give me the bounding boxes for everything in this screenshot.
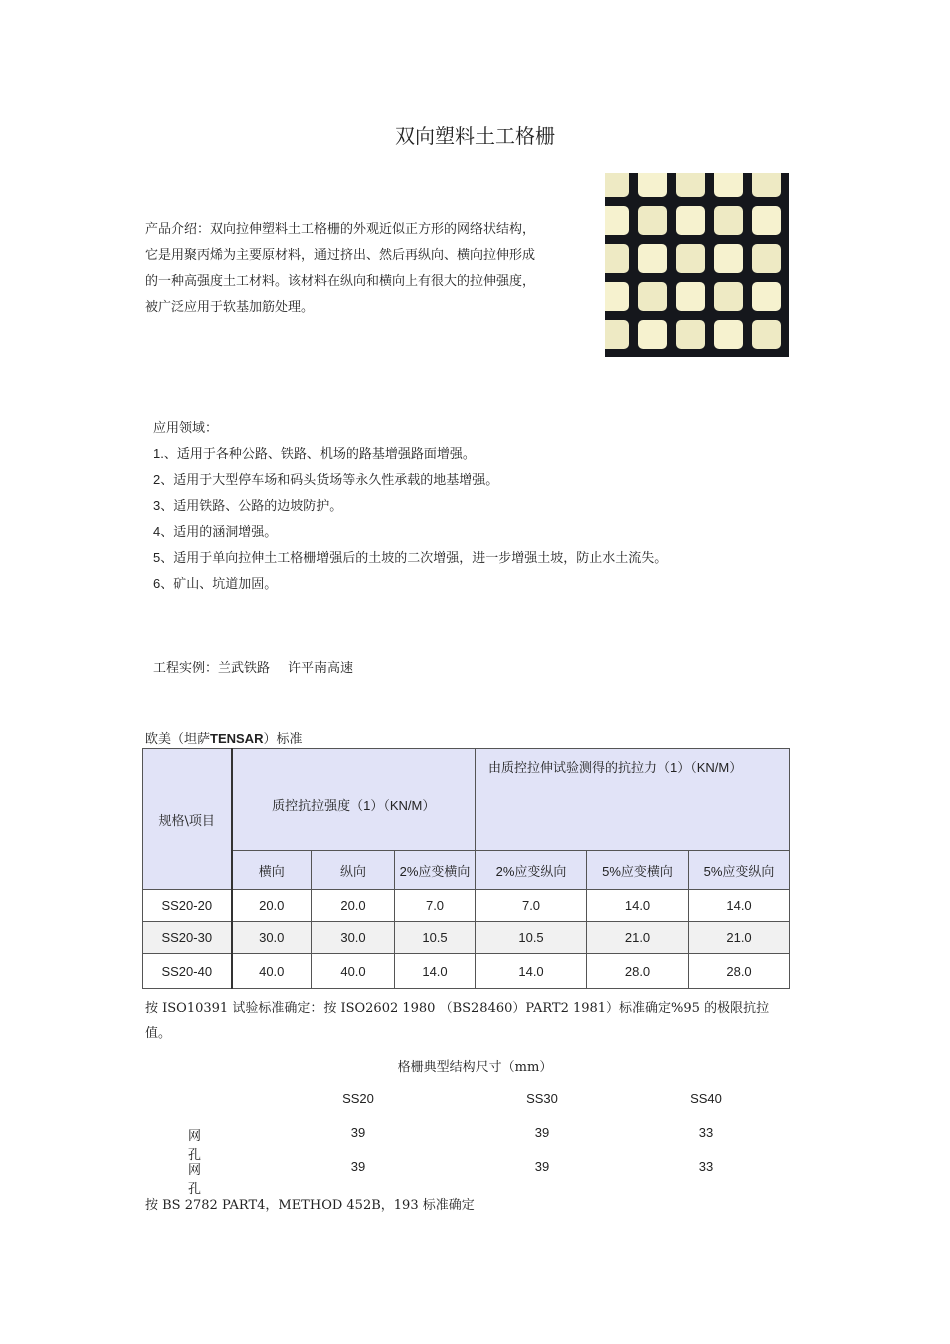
standard-brand: TENSAR — [210, 731, 264, 746]
table-cell: 10.5 — [395, 922, 476, 954]
table-cell: 7.0 — [476, 890, 587, 922]
application-item — [153, 571, 667, 597]
project-item: 兰武铁路 — [218, 661, 271, 676]
table-cell: 7.0 — [395, 890, 476, 922]
bs-standard-note: 按 BS 2782 PART4，METHOD 452B，193 标准确定 — [145, 1198, 475, 1213]
standard-caption — [145, 728, 302, 747]
column-header: 2%应变纵向 — [476, 851, 587, 890]
table-cell: 28.0 — [587, 954, 689, 989]
table-cell: 20.0 — [232, 890, 312, 922]
dims-column-header: SS30 — [526, 1091, 558, 1106]
projects-label: 工程实例： — [153, 661, 219, 676]
group-header-text: 由质控拉伸试验测得的抗拉力（1）（KN/M） — [488, 760, 743, 775]
intro-line: 被广泛应用于软基加筋处理。 — [145, 300, 315, 315]
table-corner-header: 规格\项目 — [143, 749, 232, 890]
table-cell: 14.0 — [476, 954, 587, 989]
spec-table — [142, 748, 790, 989]
table-cell: 28.0 — [689, 954, 790, 989]
item-number: 2 — [153, 472, 161, 487]
table-cell: 40.0 — [232, 954, 312, 989]
application-item — [153, 519, 667, 545]
standard-suffix: ）标准 — [263, 732, 303, 747]
application-item — [153, 467, 667, 493]
table-cell: 40.0 — [312, 954, 395, 989]
table-cell: 30.0 — [232, 922, 312, 954]
column-header: 纵向 — [312, 851, 395, 890]
group-header-text: 质控抗拉强度（1）（KN/M） — [272, 798, 436, 813]
table-row — [143, 954, 790, 989]
project-item: 许平南高速 — [288, 661, 354, 676]
table-cell: 20.0 — [312, 890, 395, 922]
page-title: 双向塑料土工格栅 — [395, 124, 555, 148]
dims-cell: 33 — [698, 1159, 714, 1174]
intro-line: 它是用聚丙烯为主要原材料，通过挤出、然后再纵向、横向拉伸形成 — [145, 248, 536, 263]
dims-row-label: 网孔 — [188, 1163, 202, 1197]
table-cell: SS20-30 — [143, 922, 232, 954]
column-header: 5%应变横向 — [587, 851, 689, 890]
intro-line: 产品介绍：双向拉伸塑料土工格栅的外观近似正方形的网络状结构， — [145, 222, 536, 237]
intro-line: 的一种高强度土工材料。该材料在纵向和横向上有很大的拉伸强度， — [145, 274, 536, 289]
item-number: 5 — [153, 550, 161, 565]
item-text: 、适用于单向拉伸土工格栅增强后的土坡的二次增强，进一步增强土坡，防止水土流失。 — [160, 551, 668, 566]
application-item — [153, 493, 667, 519]
standard-prefix: 欧美（坦萨 — [145, 732, 211, 747]
application-item — [153, 545, 667, 571]
projects-line — [153, 657, 371, 676]
application-item — [153, 441, 667, 467]
dims-column-header: SS40 — [690, 1091, 722, 1106]
dims-cell: 39 — [534, 1125, 550, 1140]
item-number: 4 — [153, 524, 161, 539]
dims-cell: 39 — [534, 1159, 550, 1174]
table-cell: 14.0 — [587, 890, 689, 922]
applications-heading: 应用领域： — [153, 421, 219, 436]
geogrid-mesh-photo — [605, 173, 789, 357]
dims-cell: 39 — [350, 1159, 366, 1174]
dims-title: 格栅典型结构尺寸（mm） — [397, 1060, 553, 1075]
applications-section — [153, 416, 667, 597]
table-cell: 10.5 — [476, 922, 587, 954]
item-number: 1. — [153, 446, 164, 461]
dims-cell: 39 — [350, 1125, 366, 1140]
table-cell: 21.0 — [587, 922, 689, 954]
table-cell: 21.0 — [689, 922, 790, 954]
item-number: 6 — [153, 576, 161, 591]
table-cell: 14.0 — [395, 954, 476, 989]
table-cell: 14.0 — [689, 890, 790, 922]
table-cell: 30.0 — [312, 922, 395, 954]
product-intro — [145, 217, 585, 321]
table-group-header-1 — [232, 749, 476, 851]
dims-cell: 33 — [698, 1125, 714, 1140]
dims-column-header: SS20 — [342, 1091, 374, 1106]
test-standard-note: 按 ISO10391 试验标准确定：按 ISO2602 1980 （BS28460）PART2 1981）标准确定%95 的极限抗拉值。 — [145, 1001, 770, 1041]
table-row — [143, 922, 790, 954]
table-group-header-2 — [476, 749, 790, 851]
item-text: 、适用铁路、公路的边坡防护。 — [160, 499, 343, 514]
item-text: 、适用的涵洞增强。 — [160, 525, 278, 540]
column-header: 横向 — [232, 851, 312, 890]
item-text: 、适用于各种公路、铁路、机场的路基增强路面增强。 — [163, 447, 476, 462]
table-cell: SS20-40 — [143, 954, 232, 989]
item-text: 、适用于大型停车场和码头货场等永久性承载的地基增强。 — [160, 473, 499, 488]
dims-row-label: 网孔 — [188, 1129, 202, 1163]
item-text: 、矿山、坑道加固。 — [160, 577, 278, 592]
column-header: 2%应变横向 — [395, 851, 476, 890]
table-row — [143, 890, 790, 922]
item-number: 3 — [153, 498, 161, 513]
column-header: 5%应变纵向 — [689, 851, 790, 890]
table-cell: SS20-20 — [143, 890, 232, 922]
